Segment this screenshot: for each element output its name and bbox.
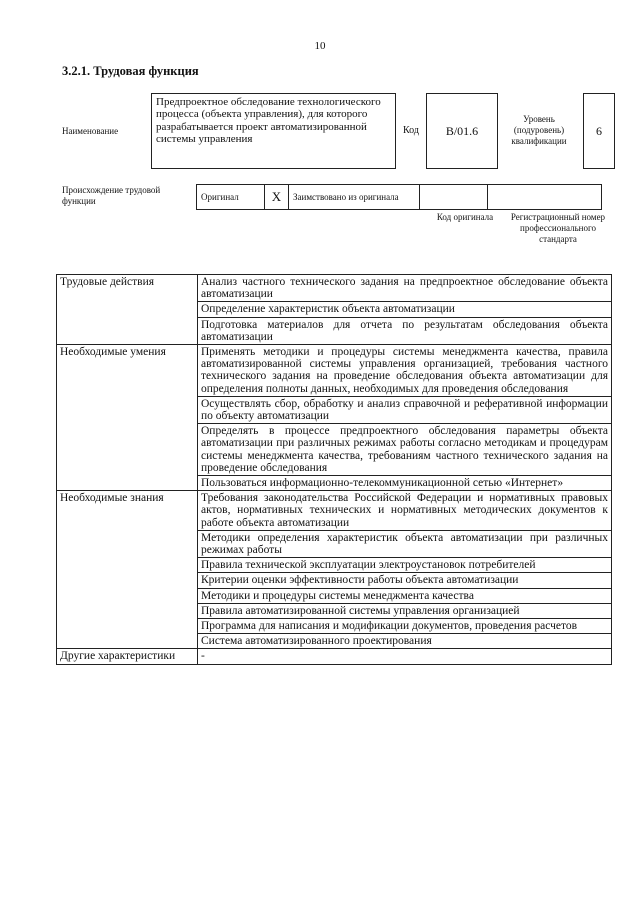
page-number: 10 <box>314 40 326 52</box>
knowledge-item: Программа для написания и модификации документов, проведения расчетов <box>198 619 612 634</box>
original-code-caption: Код оригинала <box>436 212 494 222</box>
knowledge-item: Критерии оценки эффективности работы объекта автоматизации <box>198 573 612 588</box>
function-details-table <box>56 274 612 665</box>
origin-label: Происхождение трудовой функции <box>62 185 161 206</box>
knowledge-item: Требования законодательства Российской Федерации и нормативных правовых актов, нормативных технических и нормативных методических документов к работе объекта автоматизации <box>198 491 612 531</box>
borrowed-cell: Заимствовано из оригинала <box>289 185 420 210</box>
table-row <box>57 345 612 397</box>
original-code-cell <box>420 185 488 210</box>
function-name-box: Предпроектное обследование технологического процесса (объекта управления), для которого разрабатывается проект автоматизированной системы управления <box>151 93 396 169</box>
labor-actions-label: Трудовые действия <box>57 275 198 345</box>
knowledge-item: Правила автоматизированной системы управления организацией <box>198 603 612 618</box>
reg-number-cell <box>488 185 602 210</box>
skill-item: Осуществлять сбор, обработку и анализ справочной и реферативной информации по объекту автоматизации <box>198 396 612 423</box>
table-row <box>57 275 612 302</box>
knowledge-item: Правила технической эксплуатации электроустановок потребителей <box>198 558 612 573</box>
qualification-level-box: 6 <box>583 93 615 169</box>
name-label: Наименование <box>62 126 119 136</box>
function-code-box: B/01.6 <box>426 93 498 169</box>
skills-label: Необходимые умения <box>57 345 198 491</box>
other-characteristics-label: Другие характеристики <box>57 649 198 664</box>
origin-table <box>196 184 602 210</box>
knowledge-item: Методики определения характеристик объекта автоматизации при различных режимах работы <box>198 530 612 557</box>
knowledge-item: Система автоматизированного проектирования <box>198 634 612 649</box>
table-row <box>57 491 612 531</box>
table-row <box>57 649 612 664</box>
skill-item: Определять в процессе предпроектного обследования параметры объекта автоматизации при различных режимах работы согласно методикам и процедурам системы менеджмента качества, требованиям частного технического задания на проведение обследования <box>198 424 612 476</box>
labor-action-item: Анализ частного технического задания на предпроектное обследование объекта автоматизации <box>198 275 612 302</box>
original-cell: Оригинал <box>197 185 265 210</box>
knowledge-label: Необходимые знания <box>57 491 198 649</box>
labor-action-item: Определение характеристик объекта автоматизации <box>198 302 612 317</box>
reg-number-caption: Регистрационный номер профессионального стандарта <box>510 212 606 244</box>
original-mark: X <box>265 185 289 210</box>
skill-item: Пользоваться информационно-телекоммуникационной сетью «Интернет» <box>198 476 612 491</box>
level-label: Уровень (подуровень) квалификации <box>511 114 567 146</box>
knowledge-item: Методики и процедуры системы менеджмента качества <box>198 588 612 603</box>
section-title: 3.2.1. Трудовая функция <box>62 64 199 78</box>
skill-item: Применять методики и процедуры системы менеджмента качества, правила автоматизированной системы управления организацией, требования частного технического задания на проведение обследования объекта автоматизации для определения полноты данных, необходимых для проведения обследования <box>198 345 612 397</box>
other-characteristics-value: - <box>198 649 612 664</box>
code-label: Код <box>403 125 419 136</box>
labor-action-item: Подготовка материалов для отчета по результатам обследования объекта автоматизации <box>198 317 612 344</box>
